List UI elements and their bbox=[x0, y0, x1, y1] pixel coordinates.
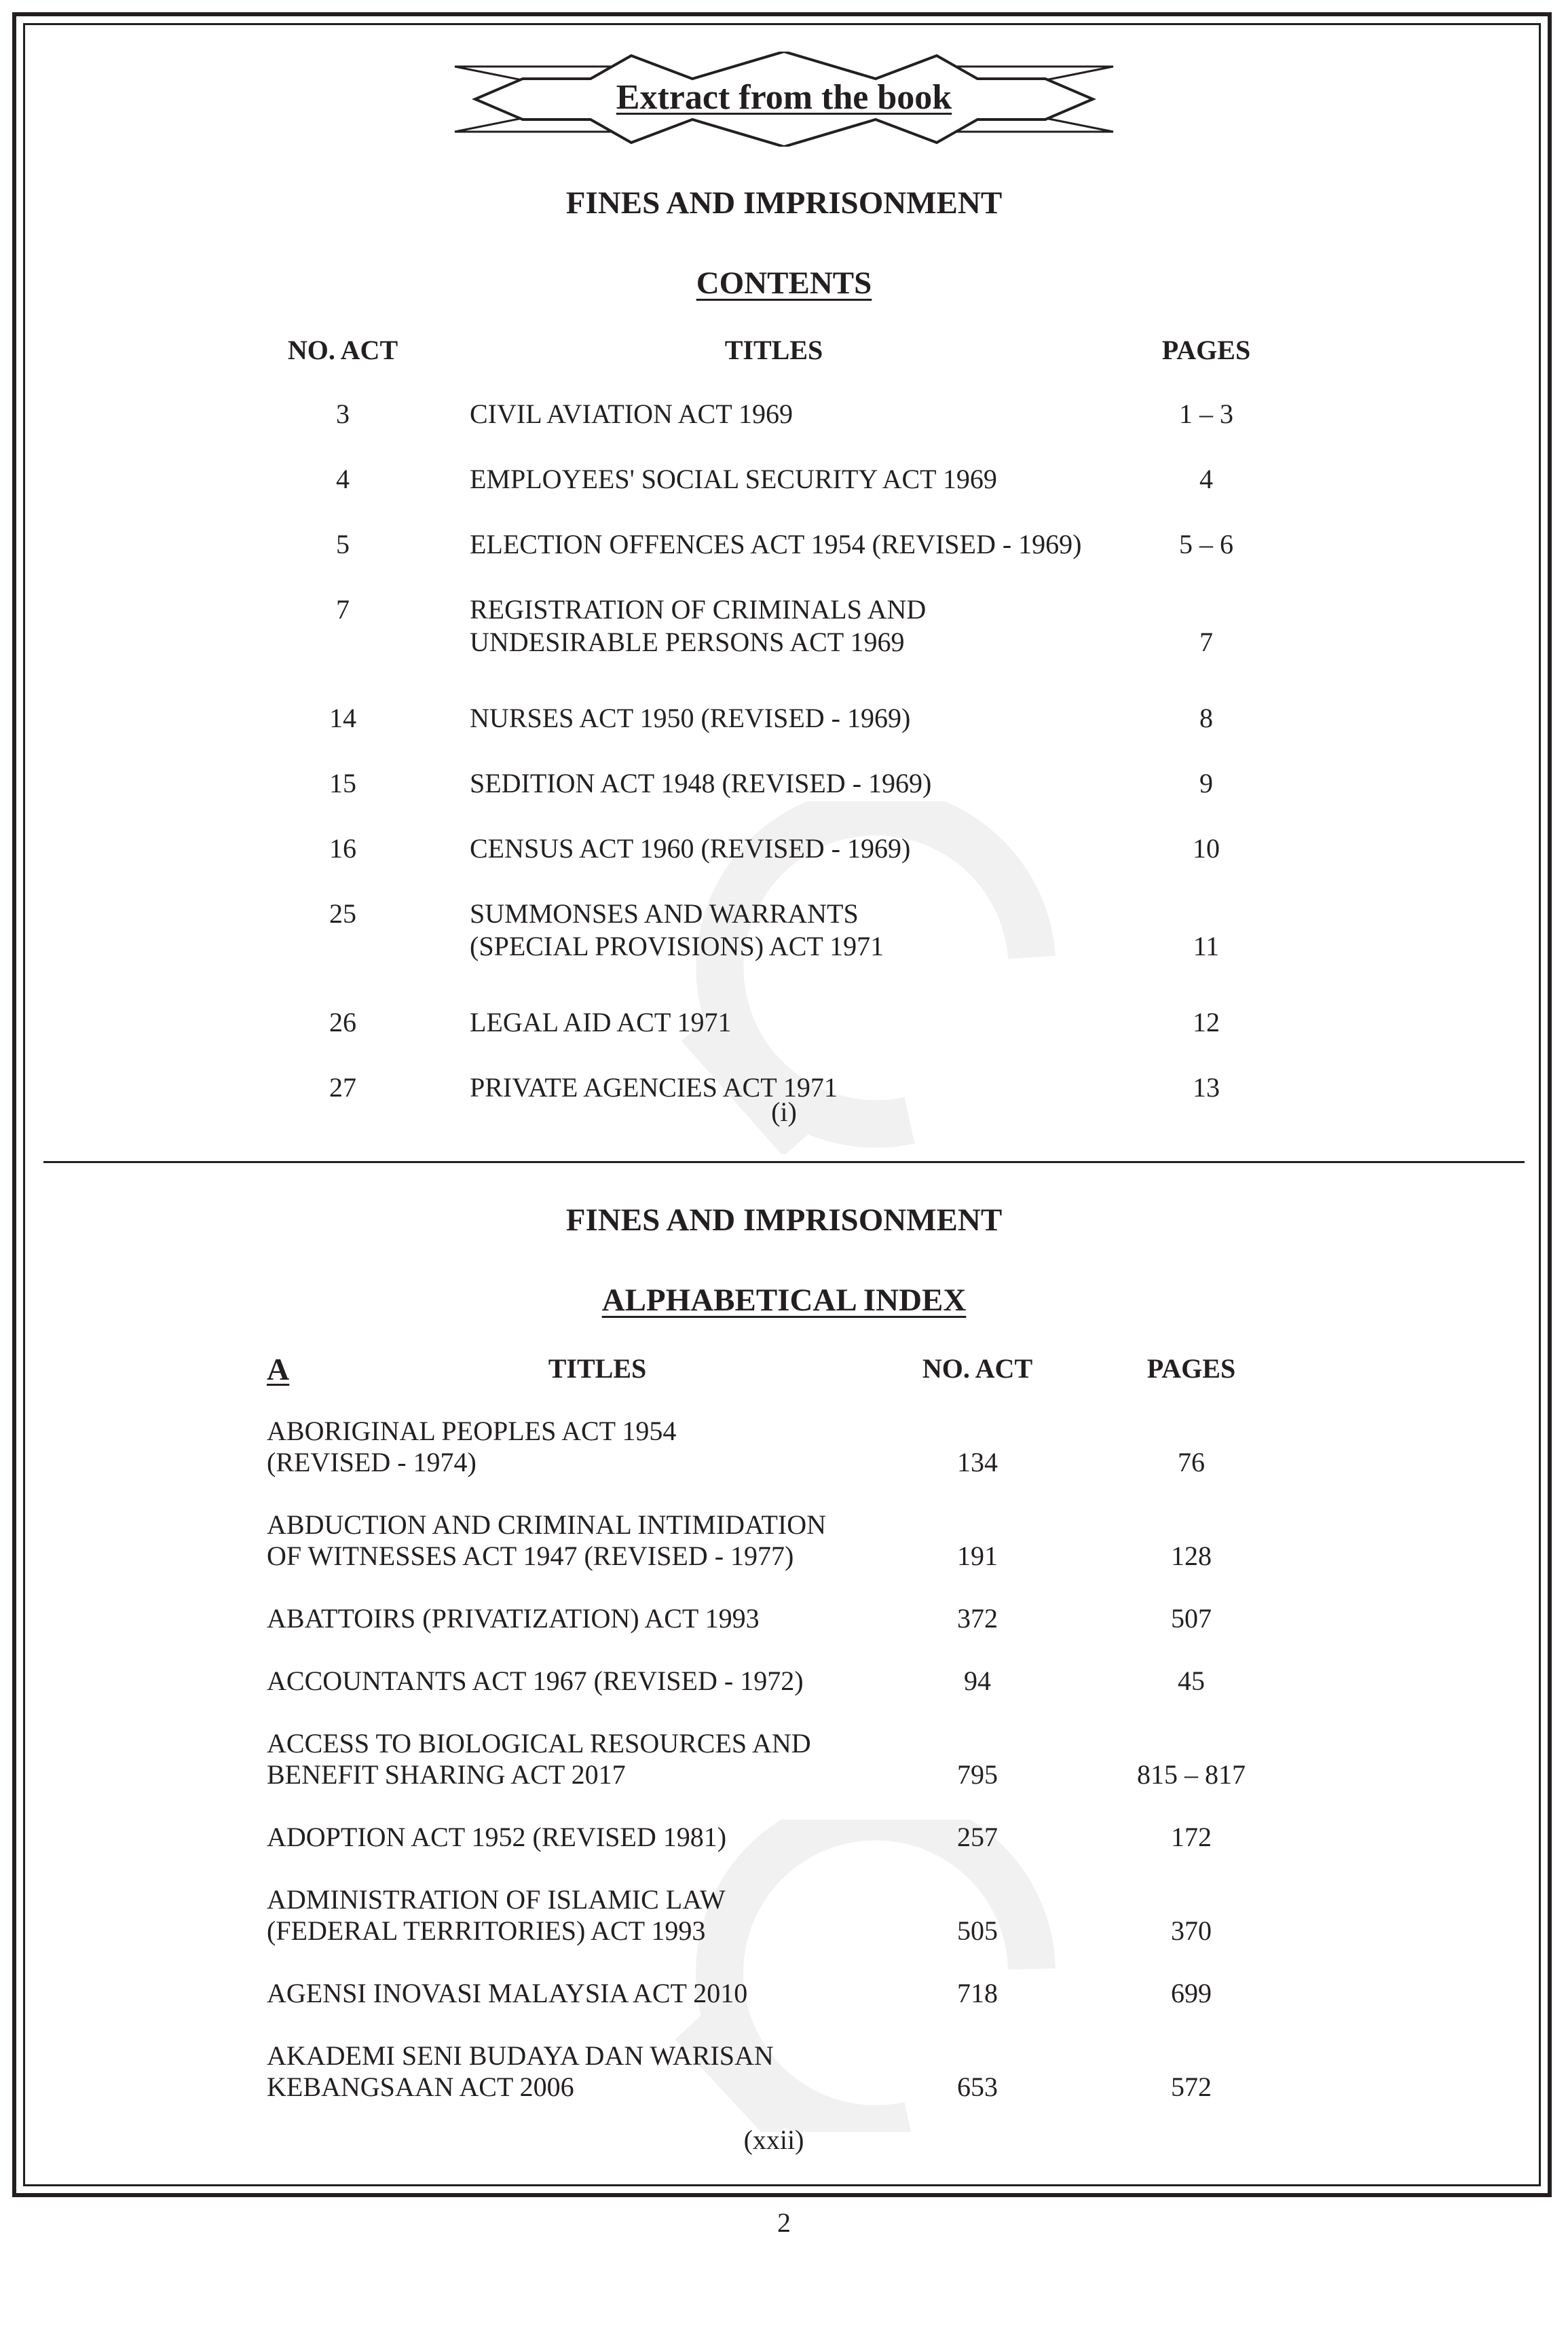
contents-heading: FINES AND IMPRISONMENT bbox=[565, 185, 1003, 221]
index-row-act-no: 505 bbox=[957, 1915, 998, 1946]
index-letter-heading: A bbox=[267, 1352, 290, 1386]
contents-row-act-no: 15 bbox=[329, 768, 356, 798]
contents-row-title: (SPECIAL PROVISIONS) ACT 1971 bbox=[470, 931, 884, 961]
index-row-pages: 572 bbox=[1171, 2072, 1212, 2102]
index-row-act-no: 718 bbox=[957, 1978, 998, 2008]
page-number: 2 bbox=[777, 2207, 791, 2238]
index-row-title: (FEDERAL TERRITORIES) ACT 1993 bbox=[267, 1915, 706, 1946]
index-row-pages: 172 bbox=[1171, 1822, 1212, 1852]
contents-row-title: REGISTRATION OF CRIMINALS AND bbox=[470, 594, 927, 625]
index-row-pages: 128 bbox=[1171, 1541, 1212, 1571]
index-row-pages: 507 bbox=[1171, 1603, 1212, 1634]
contents-row-act-no: 3 bbox=[336, 399, 350, 429]
index-row-title: AGENSI INOVASI MALAYSIA ACT 2010 bbox=[267, 1978, 748, 2008]
contents-subheading: CONTENTS bbox=[696, 265, 872, 301]
contents-row-title: NURSES ACT 1950 (REVISED - 1969) bbox=[470, 703, 911, 733]
index-row-title: ABORIGINAL PEOPLES ACT 1954 bbox=[267, 1416, 677, 1446]
index-row-act-no: 372 bbox=[957, 1603, 998, 1634]
contents-row-title: ELECTION OFFENCES ACT 1954 (REVISED - 1969) bbox=[470, 529, 1082, 559]
contents-row-act-no: 4 bbox=[336, 464, 350, 494]
index-row-title: (REVISED - 1974) bbox=[267, 1447, 477, 1477]
contents-row-title: CIVIL AVIATION ACT 1969 bbox=[470, 399, 793, 429]
contents-row-title: CENSUS ACT 1960 (REVISED - 1969) bbox=[470, 833, 911, 864]
contents-row-pages: 1 – 3 bbox=[1179, 399, 1233, 429]
index-row-act-no: 257 bbox=[957, 1822, 998, 1852]
index-col-pages: PAGES bbox=[1146, 1353, 1236, 1384]
contents-row-pages: 7 bbox=[1199, 627, 1213, 657]
contents-row-act-no: 7 bbox=[336, 594, 350, 625]
index-row-pages: 370 bbox=[1171, 1915, 1212, 1946]
index-col-titles: TITLES bbox=[548, 1353, 647, 1384]
contents-page-marker: (i) bbox=[771, 1097, 797, 1127]
contents-row-title: SEDITION ACT 1948 (REVISED - 1969) bbox=[470, 768, 932, 798]
index-row-act-no: 653 bbox=[957, 2072, 998, 2102]
contents-col-pages: PAGES bbox=[1161, 335, 1251, 365]
index-heading: FINES AND IMPRISONMENT bbox=[565, 1202, 1003, 1238]
index-row-pages: 45 bbox=[1178, 1666, 1205, 1696]
contents-row-pages: 4 bbox=[1199, 464, 1213, 494]
index-row-title: KEBANGSAAN ACT 2006 bbox=[267, 2072, 574, 2102]
contents-row-title: UNDESIRABLE PERSONS ACT 1969 bbox=[470, 627, 905, 657]
index-row-title: ADMINISTRATION OF ISLAMIC LAW bbox=[267, 1884, 726, 1915]
contents-row-act-no: 16 bbox=[329, 833, 356, 864]
contents-row-pages: 12 bbox=[1193, 1007, 1220, 1037]
index-row-title: BENEFIT SHARING ACT 2017 bbox=[267, 1759, 626, 1790]
index-page-marker: (xxii) bbox=[743, 2125, 804, 2155]
index-row-act-no: 134 bbox=[957, 1447, 998, 1477]
contents-row-act-no: 25 bbox=[329, 898, 356, 929]
section-divider bbox=[43, 1161, 1525, 1163]
contents-row-pages: 13 bbox=[1193, 1072, 1220, 1103]
contents-row-pages: 9 bbox=[1199, 768, 1213, 798]
contents-row-title: LEGAL AID ACT 1971 bbox=[470, 1007, 732, 1037]
index-row-pages: 76 bbox=[1178, 1447, 1205, 1477]
index-row-title: ACCOUNTANTS ACT 1967 (REVISED - 1972) bbox=[267, 1666, 804, 1696]
contents-row-pages: 5 – 6 bbox=[1179, 529, 1233, 559]
index-row-act-no: 191 bbox=[957, 1541, 998, 1571]
contents-row-title: EMPLOYEES' SOCIAL SECURITY ACT 1969 bbox=[470, 464, 997, 494]
contents-row-act-no: 27 bbox=[329, 1072, 356, 1103]
extract-banner bbox=[414, 52, 1154, 147]
contents-row-pages: 10 bbox=[1193, 833, 1220, 864]
contents-row-pages: 8 bbox=[1199, 703, 1213, 733]
contents-row-title: SUMMONSES AND WARRANTS bbox=[470, 898, 859, 929]
index-row-title: ACCESS TO BIOLOGICAL RESOURCES AND bbox=[267, 1728, 811, 1759]
index-row-title: ABDUCTION AND CRIMINAL INTIMIDATION bbox=[267, 1509, 827, 1540]
contents-row-act-no: 5 bbox=[336, 529, 350, 559]
contents-row-pages: 11 bbox=[1193, 931, 1220, 961]
index-subheading: ALPHABETICAL INDEX bbox=[601, 1283, 967, 1318]
index-row-act-no: 795 bbox=[957, 1759, 998, 1790]
index-row-title: ABATTOIRS (PRIVATIZATION) ACT 1993 bbox=[267, 1603, 760, 1634]
index-row-act-no: 94 bbox=[964, 1666, 991, 1696]
contents-col-titles: TITLES bbox=[724, 335, 823, 365]
contents-row-act-no: 14 bbox=[329, 703, 356, 733]
index-row-title: AKADEMI SENI BUDAYA DAN WARISAN bbox=[267, 2040, 774, 2071]
index-row-title: ADOPTION ACT 1952 (REVISED 1981) bbox=[267, 1822, 727, 1852]
banner-title: Extract from the book bbox=[616, 78, 952, 117]
contents-col-no-act: NO. ACT bbox=[287, 335, 398, 365]
contents-row-title: PRIVATE AGENCIES ACT 1971 bbox=[470, 1072, 838, 1103]
contents-row-act-no: 26 bbox=[329, 1007, 356, 1037]
index-row-title: OF WITNESSES ACT 1947 (REVISED - 1977) bbox=[267, 1541, 794, 1571]
index-row-pages: 815 – 817 bbox=[1137, 1759, 1246, 1790]
index-row-pages: 699 bbox=[1171, 1978, 1212, 2008]
index-col-no-act: NO. ACT bbox=[922, 1353, 1033, 1384]
